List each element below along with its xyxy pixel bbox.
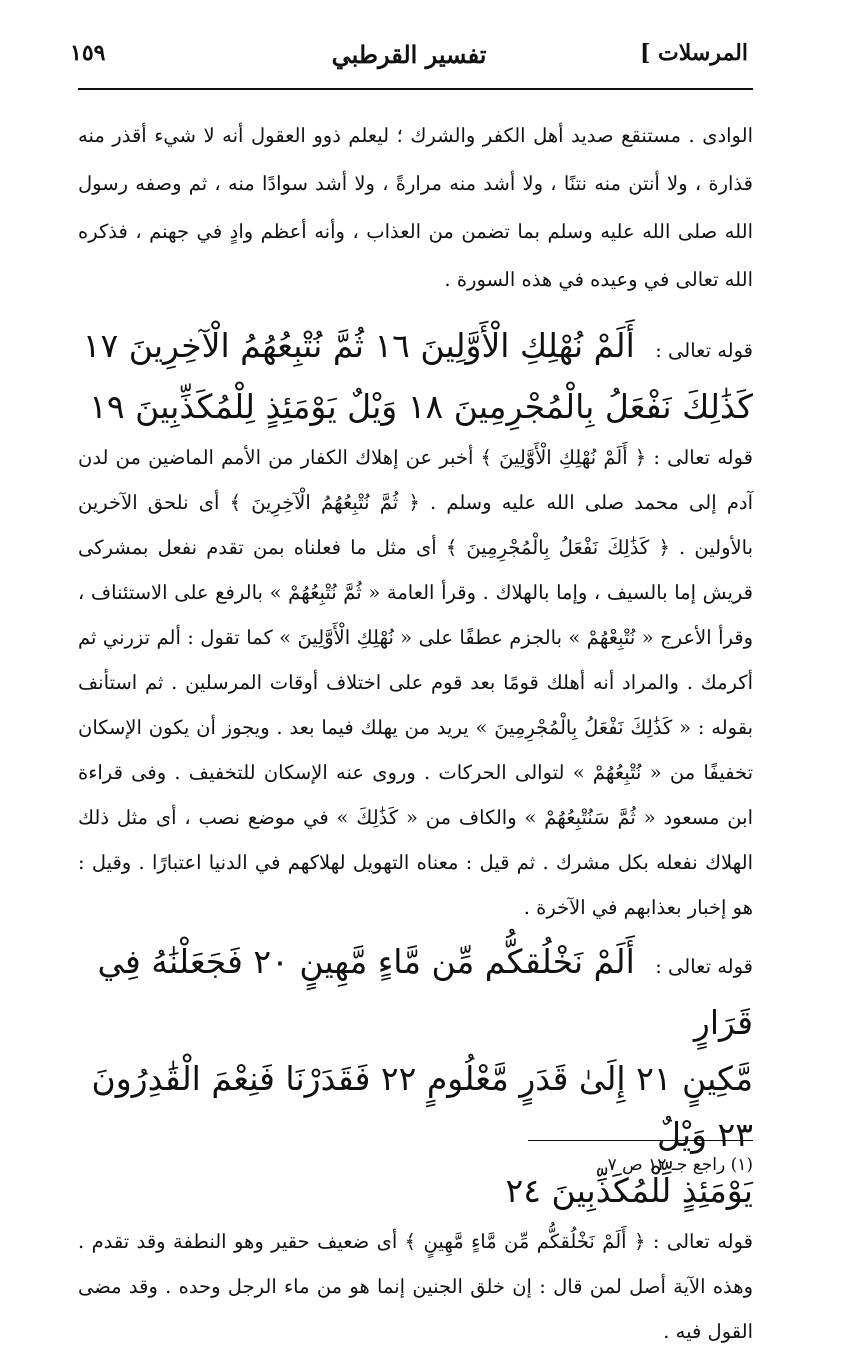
commentary-paragraph-2: قوله تعالى : ﴿ أَلَمْ نَخْلُقكُّم مِّن مَّاءٍ مَّهِينٍ ﴾ أى ضعيف حقير وهو النطفة وقد تقدم . وهذه الآية أصل لمن قال : إن خلق الجنين إنما هو من ماء الرجل وحده . وقد مضى القول فيه .: [78, 1230, 753, 1343]
commentary-paragraph-1: قوله تعالى : ﴿ أَلَمْ نُهْلِكِ الْأَوَّلِينَ ﴾ أخبر عن إهلاك الكفار من الأمم الماضين من لدن آدم إلى محمد صلى الله عليه وسلم . ﴿ ثُمَّ نُتْبِعُهُمُ الْآخِرِينَ ﴾ أى نلحق الآخرين بالأولين . ﴿ كَذَٰلِكَ نَفْعَلُ بِالْمُجْرِمِينَ ﴾ أى مثل ما فعلناه بمن تقدم نفعل بمشركى قريش إما بالسيف ، وإما بالهلاك . وقرأ العامة « ثُمَّ نُتْبِعُهُمْ » بالرفع على الاستئناف ، وقرأ الأعرج « نُتْبِعْهُمْ » بالجزم عطفًا على « نُهْلِكِ الْأَوَّلِينَ » كما تقول : ألم تزرني ثم أكرمك . والمراد أنه أهلك قومًا بعد قوم على اختلاف أوقات المرسلين . ثم استأنف بقوله : « كَذَٰلِكَ نَفْعَلُ بِالْمُجْرِمِينَ » يريد من يهلك فيما بعد . ويجوز أن يكون الإسكان تخفيفًا من « نُتْبِعُهُمْ » لتوالى الحركات . وروى عنه الإسكان للتخفيف . وفى قراءة ابن مسعود « ثُمَّ سَنُتْبِعُهُمْ » والكاف من « كَذَٰلِكَ » في موضع نصب ، أى مثل ذلك الهلاك نفعله بكل مشرك . ثم قيل : معناه التهويل لهلاكهم في الدنيا اعتبارًا . وقيل : هو إخبار بعذابهم في الآخرة .: [78, 446, 753, 919]
header-divider: [78, 88, 753, 90]
verse-line: كَذَٰلِكَ نَفْعَلُ بِالْمُجْرِمِينَ ١٨ وَيْلٌ يَوْمَئِذٍ لِلْمُكَذِّبِينَ ١٩: [89, 387, 753, 426]
footnote-divider: [528, 1140, 753, 1141]
intro-paragraph: الوادى . مستنقع صديد أهل الكفر والشرك ؛ ليعلم ذوو العقول أنه لا شيء أقذر منه قذارة ، ولا أنتن منه نتنًا ، ولا أشد منه مرارةً ، ولا أشد سوادًا منه ، ثم وصفه رسول الله صلى الله عليه وسلم بما تضمن من العذاب ، وأنه أعظم وادٍ في جهنم ، فذكره الله تعالى في وعيده في هذه السورة .: [78, 124, 753, 291]
verse-lead: قوله تعالى :: [655, 339, 753, 362]
page-number: ١٥٩: [70, 40, 106, 66]
verse-line: [78, 934, 753, 1051]
verse-text: أَلَمْ نَخْلُقكُّم مِّن مَّاءٍ مَّهِينٍ ٢٠ فَجَعَلْنَٰهُ فِي قَرَارٍ: [97, 942, 753, 1042]
page-header: [70, 30, 748, 90]
verse-line: [78, 318, 753, 379]
verse-text: أَلَمْ نُهْلِكِ الْأَوَّلِينَ ١٦ ثُمَّ نُتْبِعُهُمُ الْآخِرِينَ ١٧: [82, 326, 635, 365]
book-title: تفسير القرطبي: [331, 40, 487, 69]
surah-name: المرسلات ]: [639, 40, 748, 66]
verse-lead: قوله تعالى :: [655, 955, 753, 978]
verse-line: يَوْمَئِذٍ لِّلْمُكَذِّبِينَ ٢٤: [505, 1171, 753, 1210]
footnote: (١) راجع جـ ١٢ ص ٧ .: [596, 1155, 753, 1175]
verse-line: مَّكِينٍ ٢١ إِلَىٰ قَدَرٍ مَّعْلُومٍ ٢٢ فَقَدَرْنَا فَنِعْمَ الْقَٰدِرُونَ ٢٣ وَيْلٌ: [91, 1059, 753, 1154]
verse-block-1: [78, 318, 753, 435]
